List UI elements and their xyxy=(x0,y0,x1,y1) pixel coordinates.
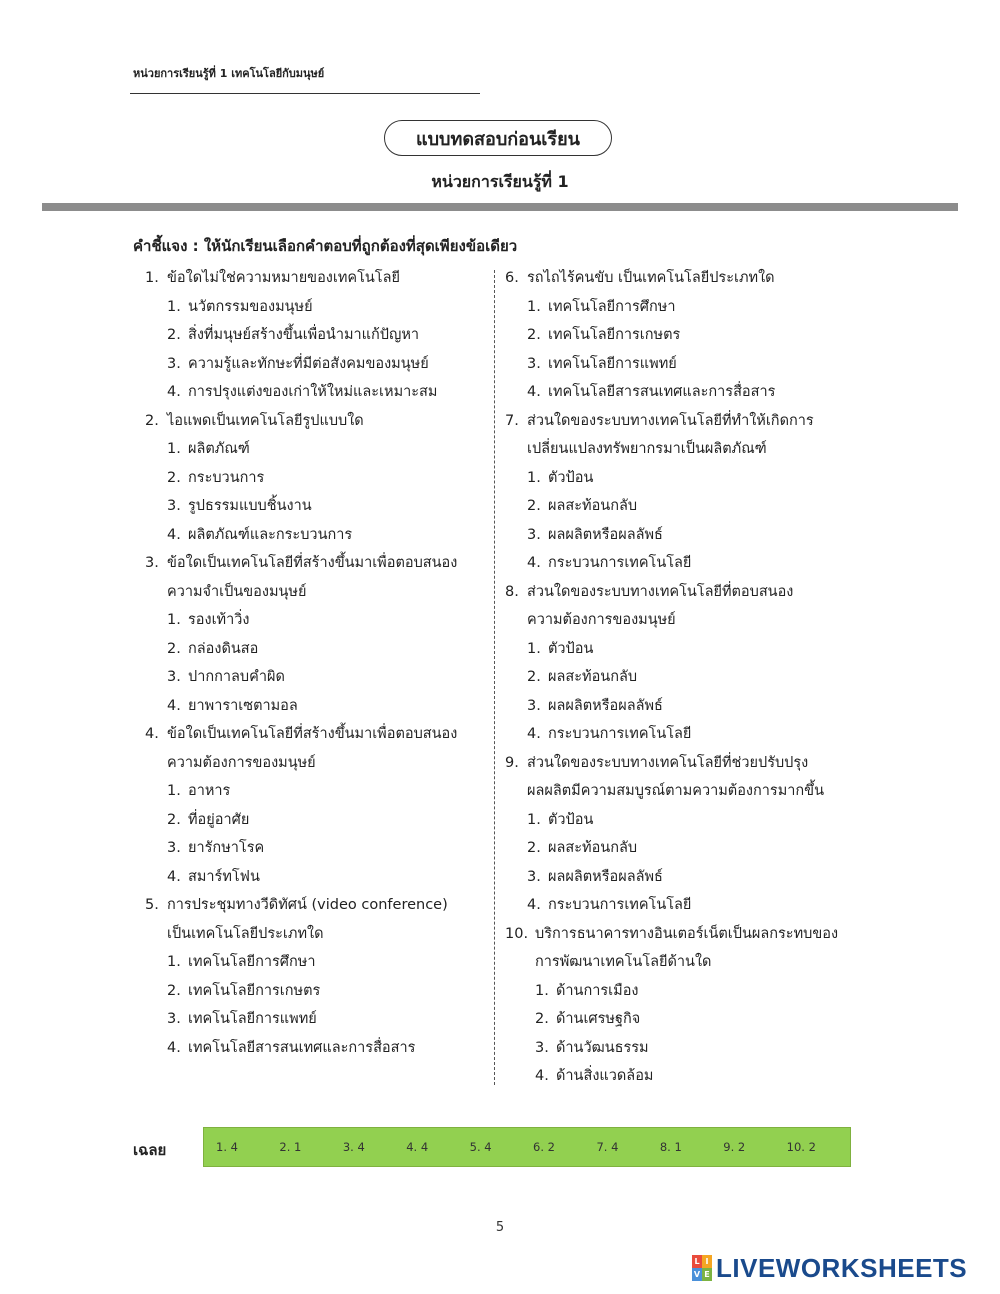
question-line xyxy=(145,891,505,920)
option-number: 4. xyxy=(535,1068,549,1084)
option-number: 1. xyxy=(527,811,541,828)
option-text: ปากกาลบคำผิด xyxy=(188,669,285,685)
question-text: ข้อใดไม่ใช่ความหมายของเทคโนโลยี xyxy=(167,270,400,286)
column-divider xyxy=(494,270,495,1085)
brand-badge-letter: L xyxy=(692,1255,702,1268)
question-line xyxy=(145,720,505,749)
option-text: ด้านเศรษฐกิจ xyxy=(556,1011,641,1027)
answer-option[interactable] xyxy=(505,1034,885,1063)
instruction: คำชี้แจง : ให้นักเรียนเลือกคำตอบที่ถูกต้องที่สุดเพียงข้อเดียว xyxy=(133,237,518,255)
option-number: 1. xyxy=(527,640,541,657)
option-text: สมาร์ทโฟน xyxy=(188,868,260,885)
option-number: 2. xyxy=(167,811,181,828)
answer-option[interactable] xyxy=(145,321,505,350)
question-text: ส่วนใดของระบบทางเทคโนโลยีที่ตอบสนอง xyxy=(527,583,794,600)
answer-option[interactable] xyxy=(505,806,885,835)
header-divider xyxy=(130,93,480,94)
option-text: นวัตกรรมของมนุษย์ xyxy=(188,298,313,315)
question-number: 6. xyxy=(505,270,519,286)
option-number: 3. xyxy=(527,526,541,543)
question-text-continued: ผลผลิตมีความสมบูรณ์ตามความต้องการมากขึ้น xyxy=(527,783,825,799)
answer-option[interactable] xyxy=(145,378,505,407)
question-text-continued: เป็นเทคโนโลยีประเภทใด xyxy=(167,925,324,942)
answer-option[interactable] xyxy=(505,464,885,493)
option-text: เทคโนโลยีการเกษตร xyxy=(548,327,681,343)
answer-key-item: 9. 2 xyxy=(723,1140,746,1154)
answer-option[interactable] xyxy=(145,1005,505,1034)
option-number: 2. xyxy=(167,640,181,657)
option-text: ตัวป้อน xyxy=(548,640,594,657)
questions-left-column xyxy=(145,264,505,1062)
answer-option[interactable] xyxy=(145,663,505,692)
option-text: อาหาร xyxy=(188,783,231,799)
question-text: บริการธนาคารทางอินเตอร์เน็ตเป็นผลกระทบของ xyxy=(535,925,839,942)
option-number: 1. xyxy=(167,954,181,970)
question-text: ไอแพดเป็นเทคโนโลยีรูปแบบใด xyxy=(167,412,364,429)
question-line xyxy=(145,264,505,293)
answer-option[interactable] xyxy=(505,321,885,350)
question-text: ข้อใดเป็นเทคโนโลยีที่สร้างขึ้นมาเพื่อตอบสนอง xyxy=(167,555,458,571)
option-number: 3. xyxy=(167,355,181,372)
option-number: 4. xyxy=(527,555,541,571)
option-text: ยาพาราเซตามอล xyxy=(188,697,298,714)
option-text: ยารักษาโรค xyxy=(188,840,265,856)
question-text: ข้อใดเป็นเทคโนโลยีที่สร้างขึ้นมาเพื่อตอบสนอง xyxy=(167,726,458,742)
question-number: 1. xyxy=(145,270,159,286)
answer-option[interactable] xyxy=(145,977,505,1006)
answer-key-item: 6. 2 xyxy=(533,1140,555,1154)
option-number: 1. xyxy=(535,982,549,999)
option-text: ผลสะท้อนกลับ xyxy=(548,498,638,514)
question-line xyxy=(505,407,885,436)
option-text: เทคโนโลยีการแพทย์ xyxy=(188,1011,317,1027)
unit-header: หน่วยการเรียนรู้ที่ 1 เทคโนโลยีกับมนุษย์ xyxy=(133,67,325,80)
question-line xyxy=(505,749,885,778)
option-number: 3. xyxy=(167,840,181,856)
answer-key-item: 1. 4 xyxy=(216,1140,238,1154)
answer-option[interactable] xyxy=(505,891,885,920)
question-number: 2. xyxy=(145,412,159,429)
option-number: 4. xyxy=(167,1039,181,1056)
unit-subtitle: หน่วยการเรียนรู้ที่ 1 xyxy=(431,172,569,191)
option-number: 1. xyxy=(527,469,541,486)
answer-option[interactable] xyxy=(145,521,505,550)
option-number: 4. xyxy=(167,526,181,543)
question-text: การประชุมทางวีดิทัศน์ (video conference) xyxy=(167,897,448,913)
brand-badge-icon xyxy=(692,1255,712,1281)
answer-key-item: 7. 4 xyxy=(596,1140,619,1154)
answer-option[interactable] xyxy=(505,663,885,692)
option-text: ผลิตภัณฑ์และกระบวนการ xyxy=(188,526,353,543)
option-number: 2. xyxy=(527,327,541,343)
option-number: 4. xyxy=(527,384,541,400)
option-text: ผลผลิตหรือผลลัพธ์ xyxy=(548,868,663,885)
option-number: 2. xyxy=(527,669,541,685)
answer-option[interactable] xyxy=(145,1034,505,1063)
answer-key-label: เฉลย xyxy=(133,1141,167,1159)
answer-option[interactable] xyxy=(505,549,885,578)
brand-badge-letter: I xyxy=(702,1255,712,1268)
option-number: 1. xyxy=(527,298,541,315)
question-line xyxy=(505,920,885,949)
option-number: 1. xyxy=(167,783,181,799)
answer-option[interactable] xyxy=(145,435,505,464)
question-text-continued: เปลี่ยนแปลงทรัพยากรมาเป็นผลิตภัณฑ์ xyxy=(527,441,767,457)
option-number: 1. xyxy=(167,441,181,457)
answer-option[interactable] xyxy=(505,863,885,892)
answer-option[interactable] xyxy=(145,863,505,892)
option-text: ที่อยู่อาศัย xyxy=(188,811,250,828)
section-bar xyxy=(42,203,958,211)
answer-option[interactable] xyxy=(145,606,505,635)
brand-badge-letter: E xyxy=(702,1268,712,1281)
question-text-continued: ความต้องการของมนุษย์ xyxy=(167,754,316,771)
option-text: ด้านการเมือง xyxy=(556,982,639,999)
option-text: ผลผลิตหรือผลลัพธ์ xyxy=(548,526,663,543)
option-text: เทคโนโลยีการเกษตร xyxy=(188,982,321,999)
answer-option[interactable] xyxy=(145,806,505,835)
answer-option[interactable] xyxy=(145,350,505,379)
option-number: 1. xyxy=(167,298,181,315)
answer-key-item: 8. 1 xyxy=(659,1140,682,1154)
option-number: 2. xyxy=(527,498,541,514)
question-line xyxy=(505,578,885,607)
answer-option[interactable] xyxy=(145,948,505,977)
answer-option[interactable] xyxy=(505,378,885,407)
option-number: 1. xyxy=(167,612,181,628)
liveworksheets-logo[interactable] xyxy=(692,1253,967,1283)
option-number: 3. xyxy=(535,1039,549,1056)
option-text: เทคโนโลยีการศึกษา xyxy=(548,298,676,315)
question-text: ส่วนใดของระบบทางเทคโนโลยีที่ช่วยปรับปรุง xyxy=(527,754,809,771)
question-number: 10. xyxy=(505,925,529,942)
option-text: ผลผลิตหรือผลลัพธ์ xyxy=(548,697,663,714)
option-text: เทคโนโลยีการแพทย์ xyxy=(548,355,677,372)
answer-option[interactable] xyxy=(145,635,505,664)
question-line xyxy=(145,407,505,436)
answer-key-item: 3. 4 xyxy=(342,1140,365,1154)
option-text: กระบวนการ xyxy=(188,469,265,486)
question-number: 7. xyxy=(505,412,519,429)
answer-key-bar xyxy=(203,1127,851,1167)
brand-text: LIVEWORKSHEETS xyxy=(716,1252,968,1283)
answer-option[interactable] xyxy=(505,1005,885,1034)
brand-badge-letter: V xyxy=(693,1270,701,1279)
question-number: 5. xyxy=(145,897,159,913)
option-text: กระบวนการเทคโนโลยี xyxy=(548,897,692,913)
page-number: 5 xyxy=(495,1220,505,1235)
answer-option[interactable] xyxy=(505,977,885,1006)
option-text: ความรู้และทักษะที่มีต่อสังคมของมนุษย์ xyxy=(188,355,429,372)
question-line xyxy=(505,264,885,293)
option-text: กระบวนการเทคโนโลยี xyxy=(548,726,692,742)
question-number: 4. xyxy=(145,726,159,742)
answer-option[interactable] xyxy=(145,777,505,806)
option-number: 2. xyxy=(527,840,541,856)
answer-key-item: 10. 2 xyxy=(786,1140,816,1154)
answer-key-item: 5. 4 xyxy=(469,1140,492,1154)
option-text: ตัวป้อน xyxy=(548,811,594,828)
option-text: เทคโนโลยีสารสนเทศและการสื่อสาร xyxy=(548,384,776,400)
answer-option[interactable] xyxy=(505,350,885,379)
answer-option[interactable] xyxy=(505,1062,885,1091)
option-number: 4. xyxy=(167,697,181,714)
option-text: ด้านวัฒนธรรม xyxy=(556,1039,649,1056)
option-text: การปรุงแต่งของเก่าให้ใหม่และเหมาะสม xyxy=(188,384,438,400)
answer-key-item: 2. 1 xyxy=(279,1140,302,1154)
answer-option[interactable] xyxy=(145,464,505,493)
answer-option[interactable] xyxy=(505,692,885,721)
option-text: เทคโนโลยีการศึกษา xyxy=(188,954,316,970)
option-number: 3. xyxy=(527,355,541,372)
option-number: 3. xyxy=(527,868,541,885)
question-line xyxy=(145,549,505,578)
answer-option[interactable] xyxy=(505,492,885,521)
question-text-continued: ความต้องการของมนุษย์ xyxy=(527,612,676,628)
option-text: ตัวป้อน xyxy=(548,469,594,486)
option-text: กล่องดินสอ xyxy=(188,640,259,657)
question-text: ส่วนใดของระบบทางเทคโนโลยีที่ทำให้เกิดการ xyxy=(527,412,814,429)
question-text: รถไถไร้คนขับ เป็นเทคโนโลยีประเภทใด xyxy=(527,270,775,286)
answer-option[interactable] xyxy=(505,521,885,550)
option-number: 3. xyxy=(167,669,181,685)
option-text: รูปธรรมแบบชิ้นงาน xyxy=(188,498,312,514)
question-number: 8. xyxy=(505,583,519,600)
option-text: กระบวนการเทคโนโลยี xyxy=(548,555,692,571)
question-number: 3. xyxy=(145,555,159,571)
option-number: 2. xyxy=(167,469,181,486)
option-text: สิ่งที่มนุษย์สร้างขึ้นเพื่อนำมาแก้ปัญหา xyxy=(188,327,420,343)
option-text: รองเท้าวิ่ง xyxy=(188,612,250,628)
option-text: ผลิตภัณฑ์ xyxy=(188,441,250,457)
question-text-continued: การพัฒนาเทคโนโลยีด้านใด xyxy=(535,954,712,970)
answer-option[interactable] xyxy=(145,293,505,322)
option-number: 2. xyxy=(167,327,181,343)
option-text: ด้านสิ่งแวดล้อม xyxy=(556,1068,654,1084)
question-text-continued: ความจำเป็นของมนุษย์ xyxy=(167,583,307,600)
answer-option[interactable] xyxy=(505,293,885,322)
answer-option[interactable] xyxy=(145,492,505,521)
test-title: แบบทดสอบก่อนเรียน xyxy=(384,120,612,156)
answer-option[interactable] xyxy=(145,834,505,863)
option-number: 2. xyxy=(535,1011,549,1027)
option-number: 4. xyxy=(167,384,181,400)
questions-right-column xyxy=(505,264,885,1091)
option-text: เทคโนโลยีสารสนเทศและการสื่อสาร xyxy=(188,1039,416,1056)
answer-option[interactable] xyxy=(505,720,885,749)
option-number: 3. xyxy=(167,1011,181,1027)
option-text: ผลสะท้อนกลับ xyxy=(548,840,638,856)
answer-option[interactable] xyxy=(505,834,885,863)
option-number: 4. xyxy=(527,897,541,913)
question-number: 9. xyxy=(505,754,519,771)
option-number: 3. xyxy=(527,697,541,714)
answer-option[interactable] xyxy=(145,692,505,721)
option-number: 4. xyxy=(167,868,181,885)
option-text: ผลสะท้อนกลับ xyxy=(548,669,638,685)
answer-key-item: 4. 4 xyxy=(406,1140,429,1154)
option-number: 3. xyxy=(167,498,181,514)
option-number: 2. xyxy=(167,982,181,999)
answer-option[interactable] xyxy=(505,635,885,664)
option-number: 4. xyxy=(527,726,541,742)
